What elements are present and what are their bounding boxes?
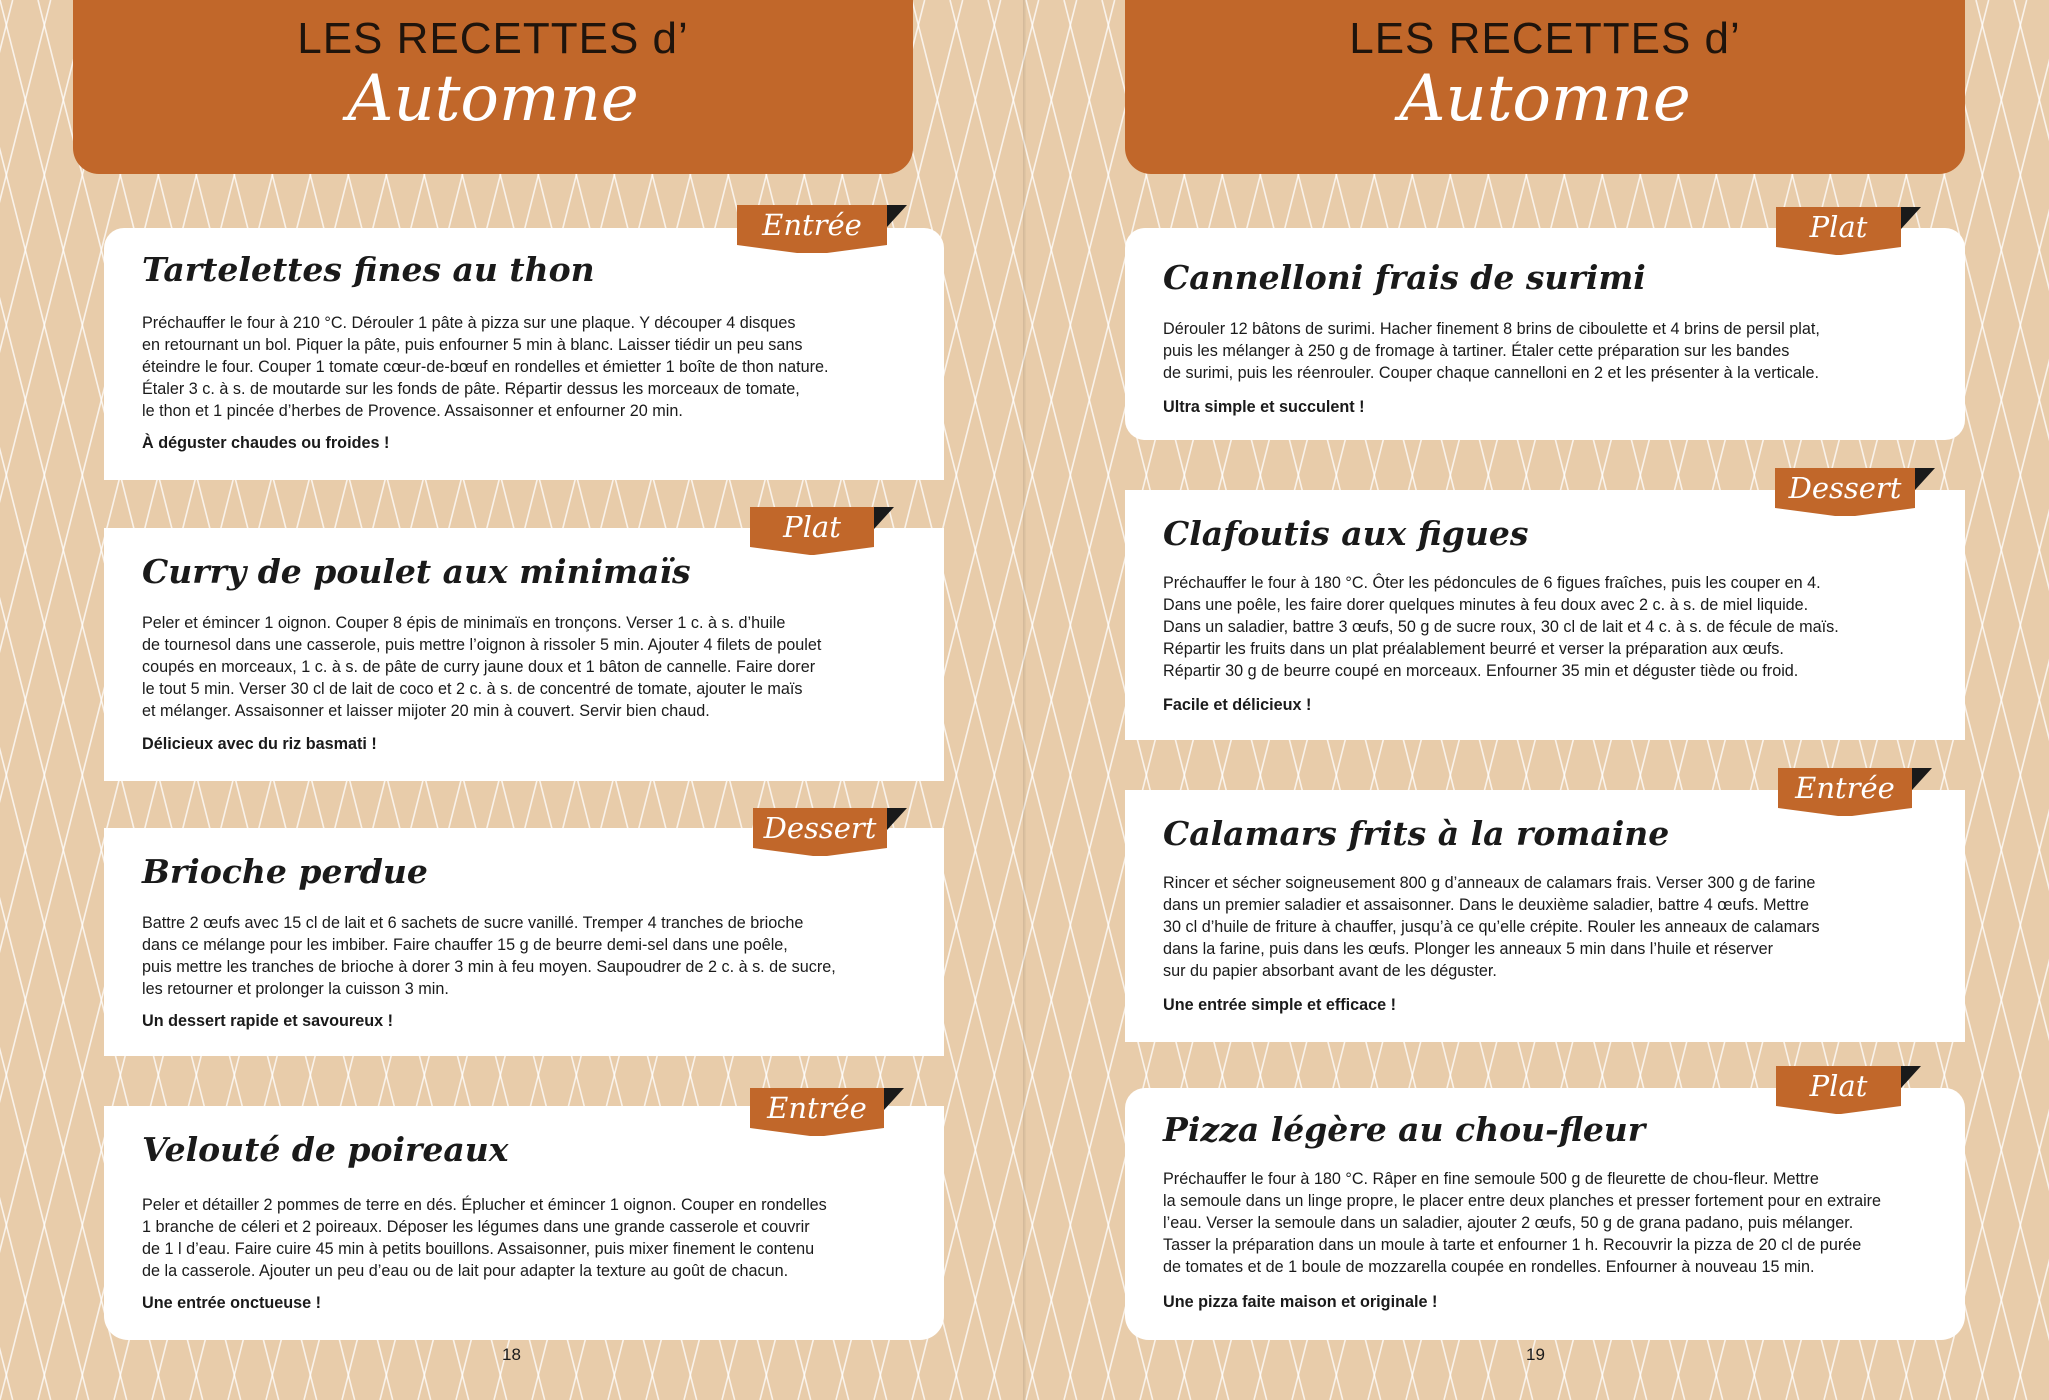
page-number: 18 — [502, 1345, 521, 1364]
recipe-instructions: Battre 2 œufs avec 15 cl de lait et 6 sachets de sucre vanillé. Tremper 4 tranches de brioche dans ce mélange pour les imbiber. Faire chauffer 15 g de beurre demi-sel dans une poêle, puis mettre les tranches de brioche à dorer 3 min à feu moyen. Saupoudrer de 2 c. à s. de sucre, les retourner et prolonger la cuisson 3 min. — [142, 914, 836, 998]
recipe-tip: Une entrée simple et efficace ! — [1163, 996, 1397, 1014]
tag-fold-shadow — [884, 1088, 904, 1110]
recipe-title: Pizza légère au chou-fleur — [1163, 1110, 1646, 1149]
course-tag-label: Dessert — [753, 808, 887, 848]
course-tag-label: Plat — [750, 507, 874, 547]
course-tag — [1778, 768, 1912, 812]
course-tag — [753, 808, 887, 852]
recipe-title: Brioche perdue — [142, 852, 428, 891]
tag-point — [1775, 508, 1915, 516]
tag-fold-shadow — [1901, 207, 1921, 229]
course-tag — [1776, 1066, 1901, 1110]
recipe-title: Cannelloni frais de surimi — [1163, 258, 1646, 297]
recipe-card — [1125, 790, 1965, 1042]
tag-point — [1778, 808, 1912, 816]
course-tag-label: Dessert — [1775, 468, 1915, 508]
recipe-title: Tartelettes fines au thon — [142, 250, 595, 289]
recipe-tip: Délicieux avec du riz basmati ! — [142, 735, 377, 753]
recipe-tip: À déguster chaudes ou froides ! — [142, 434, 390, 452]
tag-fold-shadow — [1912, 768, 1932, 790]
tag-fold-shadow — [874, 507, 894, 529]
banner-title: LES RECETTES d’ — [297, 14, 689, 63]
tag-point — [750, 1128, 884, 1136]
recipe-title: Clafoutis aux figues — [1163, 514, 1529, 553]
tag-point — [737, 245, 887, 253]
recipe-instructions: Préchauffer le four à 180 °C. Ôter les pédoncules de 6 figues fraîches, puis les couper en 4. Dans une poêle, les faire dorer quelques minutes à feu doux avec 2 c. à s. de miel liquide. Dans un saladier, battre 3 œufs, 50 g de sucre roux, 30 cl de lait et 4 c. à s. de fécule de maïs. Répartir les fruits dans un plat préalablement beurré et verser la préparation aux œufs. Répartir 30 g de beurre coupé en morceaux. Enfourner 35 min et déguster tiède ou froid. — [1163, 574, 1839, 680]
course-tag — [750, 507, 874, 551]
tag-point — [753, 848, 887, 856]
tag-fold-shadow — [1901, 1066, 1921, 1088]
banner-season: Automne — [1399, 62, 1691, 136]
left-page — [0, 0, 1024, 1400]
course-tag-label: Plat — [1776, 1066, 1901, 1106]
recipe-tip: Un dessert rapide et savoureux ! — [142, 1012, 393, 1030]
banner-season: Automne — [347, 62, 639, 136]
tag-fold-shadow — [1915, 468, 1935, 490]
recipe-instructions: Dérouler 12 bâtons de surimi. Hacher finement 8 brins de ciboulette et 4 brins de persil plat, puis les mélanger à 250 g de fromage à tartiner. Étaler cette préparation sur les bandes de surimi, puis les réenrouler. Couper chaque cannelloni en 2 et les présenter à la verticale. — [1163, 320, 1820, 382]
banner-title: LES RECETTES d’ — [1349, 14, 1741, 63]
recipe-tip: Facile et délicieux ! — [1163, 696, 1312, 714]
recipe-card — [1125, 228, 1965, 440]
course-tag-label: Entrée — [737, 205, 887, 245]
course-tag-label: Entrée — [750, 1088, 884, 1128]
recipe-card — [104, 228, 944, 480]
course-tag — [750, 1088, 884, 1132]
recipe-instructions: Peler et émincer 1 oignon. Couper 8 épis de minimaïs en tronçons. Verser 1 c. à s. d’huile de tournesol dans une casserole, puis mettre l’oignon à rissoler 5 min. Ajouter 4 filets de poulet coupés en morceaux, 1 c. à s. de pâte de curry jaune doux et 1 bâton de cannelle. Faire dorer le tout 5 min. Verser 30 cl de lait de coco et 2 c. à s. de concentré de tomate, ajouter le maïs et mélanger. Assaisonner et laisser mijoter 20 min à couvert. Servir bien chaud. — [142, 614, 822, 720]
tag-point — [1776, 1106, 1901, 1114]
recipe-card — [104, 528, 944, 781]
course-tag — [1775, 468, 1915, 512]
course-tag — [1776, 207, 1901, 251]
tag-point — [750, 547, 874, 555]
tag-fold-shadow — [887, 205, 907, 227]
recipe-instructions: Préchauffer le four à 180 °C. Râper en fine semoule 500 g de fleurette de chou-fleur. Mettre la semoule dans un linge propre, le placer entre deux planches et presser fortement pour en extraire l’eau. Verser la semoule dans un saladier, ajouter 2 œufs, 50 g de grana padano, puis mélanger. Tasser la préparation dans un moule à tarte et enfourner 1 h. Recouvrir la pizza de 20 cl de purée de tomates et de 1 boule de mozzarella coupée en rondelles. Enfourner à nouveau 15 min. — [1163, 1170, 1882, 1276]
recipe-tip: Une entrée onctueuse ! — [142, 1294, 322, 1312]
course-tag-label: Entrée — [1778, 768, 1912, 808]
recipe-title: Curry de poulet aux minimaïs — [142, 552, 691, 591]
page-number: 19 — [1526, 1345, 1545, 1364]
recipe-card — [1125, 1088, 1965, 1340]
recipe-tip: Une pizza faite maison et originale ! — [1163, 1293, 1438, 1311]
recipe-tip: Ultra simple et succulent ! — [1163, 398, 1365, 416]
recipe-title: Velouté de poireaux — [142, 1130, 509, 1169]
recipe-instructions: Peler et détailler 2 pommes de terre en dés. Éplucher et émincer 1 oignon. Couper en rondelles 1 branche de céleri et 2 poireaux. Déposer les légumes dans une grande casserole et couvrir de 1 l d’eau. Faire cuire 45 min à petits bouillons. Assaisonner, puis mixer finement le contenu de la casserole. Ajouter un peu d’eau ou de lait pour adapter la texture au goût de chacun. — [142, 1196, 827, 1280]
course-tag-label: Plat — [1776, 207, 1901, 247]
course-tag — [737, 205, 887, 249]
season-banner — [73, 0, 913, 174]
recipe-card — [104, 1106, 944, 1340]
recipe-title: Calamars frits à la romaine — [1163, 814, 1670, 853]
season-banner — [1125, 0, 1965, 174]
tag-fold-shadow — [887, 808, 907, 830]
recipe-instructions: Préchauffer le four à 210 °C. Dérouler 1 pâte à pizza sur une plaque. Y découper 4 disques en retournant un bol. Piquer la pâte, puis enfourner 5 min à blanc. Laisser tiédir un peu sans éteindre le four. Couper 1 tomate cœur-de-bœuf en rondelles et émietter 1 boîte de thon nature. Étaler 3 c. à s. de moutarde sur les fonds de pâte. Répartir dessus les morceaux de tomate, le thon et 1 pincée d’herbes de Provence. Assaisonner et enfourner 20 min. — [142, 314, 829, 420]
tag-point — [1776, 247, 1901, 255]
recipe-instructions: Rincer et sécher soigneusement 800 g d’anneaux de calamars frais. Verser 300 g de farine dans un premier saladier et assaisonner. Dans le deuxième saladier, battre 4 œufs. Mettre 30 cl d’huile de friture à chauffer, jusqu’à ce qu’elle crépite. Rouler les anneaux de calamars dans la farine, puis dans les œufs. Plonger les anneaux 5 min dans l’huile et réserver sur du papier absorbant avant de les déguster. — [1163, 874, 1820, 980]
right-page — [1025, 0, 2049, 1400]
recipe-card — [104, 828, 944, 1056]
recipe-card — [1125, 490, 1965, 740]
